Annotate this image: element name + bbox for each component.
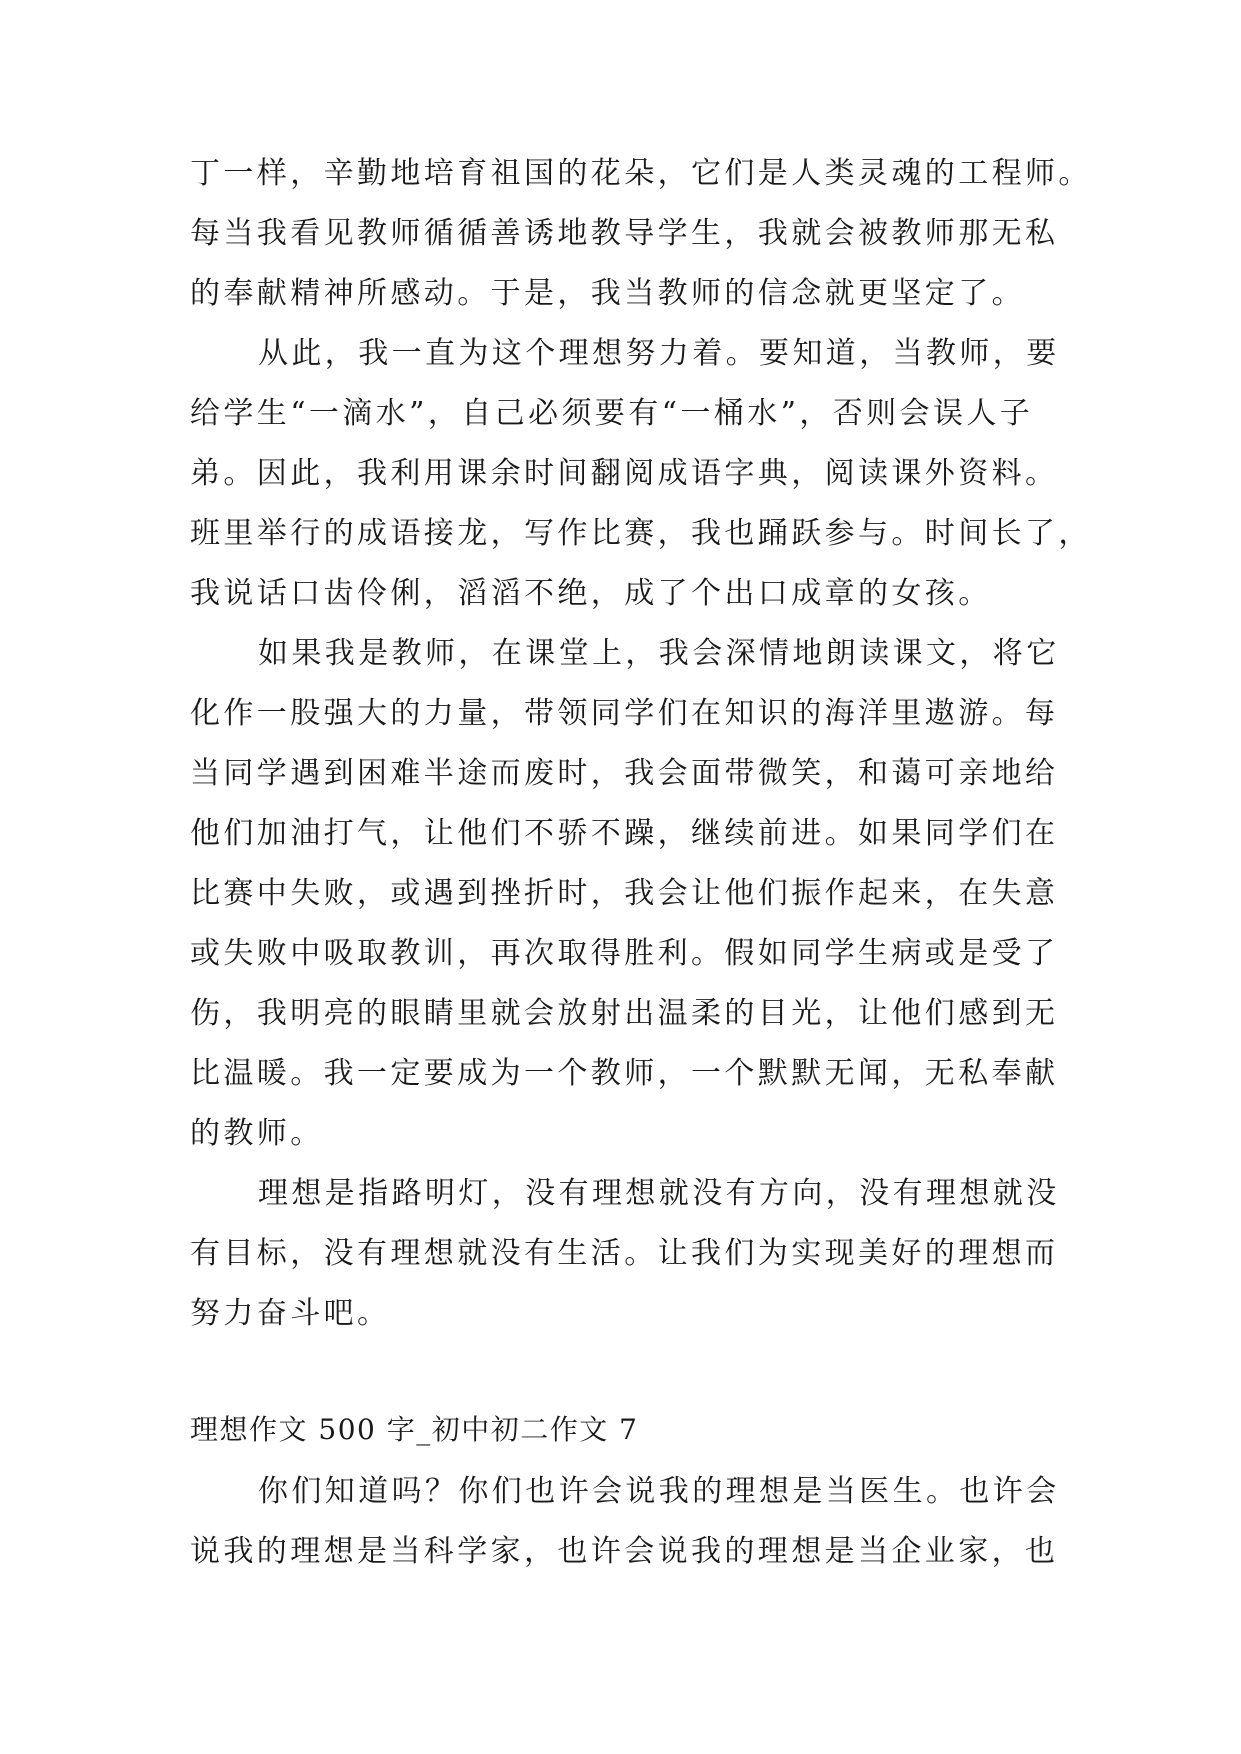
- paragraph-line: 理想是指路明灯，没有理想就没有方向，没有理想就没: [258, 1176, 1060, 1211]
- paragraph-line: 努力奋斗吧。: [190, 1296, 391, 1331]
- paragraph-line: 比赛中失败，或遇到挫折时，我会让他们振作起来，在失意: [190, 876, 1059, 911]
- paragraph-line: 从此，我一直为这个理想努力着。要知道，当教师，要: [258, 336, 1060, 371]
- paragraph-line: 说我的理想是当科学家，也许会说我的理想是当企业家，也: [190, 1534, 1059, 1569]
- paragraph-line: 他们加油打气，让他们不骄不躁，继续前进。如果同学们在: [190, 816, 1059, 851]
- paragraph-line: 班里举行的成语接龙，写作比赛，我也踊跃参与。时间长了，: [190, 516, 1092, 551]
- paragraph-line: 有目标，没有理想就没有生活。让我们为实现美好的理想而: [190, 1236, 1059, 1271]
- paragraph-line: 当同学遇到困难半途而废时，我会面带微笑，和蔼可亲地给: [190, 756, 1059, 791]
- paragraph-line: 我说话口齿伶俐，滔滔不绝，成了个出口成章的女孩。: [190, 576, 992, 611]
- paragraph-line: 给学生“一滴水”，自己必须要有“一桶水”，否则会误人子: [190, 396, 1034, 431]
- paragraph-line: 的奉献精神所感动。于是，我当教师的信念就更坚定了。: [190, 276, 1025, 311]
- paragraph-line: 或失败中吸取教训，再次取得胜利。假如同学生病或是受了: [190, 936, 1059, 971]
- paragraph-line: 弟。因此，我利用课余时间翻阅成语字典，阅读课外资料。: [190, 456, 1059, 491]
- paragraph-line: 丁一样，辛勤地培育祖国的花朵，它们是人类灵魂的工程师。: [190, 156, 1092, 191]
- paragraph-line: 的教师。: [190, 1116, 324, 1151]
- paragraph-line: 伤，我明亮的眼睛里就会放射出温柔的目光，让他们感到无: [190, 996, 1059, 1031]
- section-heading: 理想作文 500 字_初中初二作文 7: [190, 1413, 639, 1446]
- paragraph-line: 化作一股强大的力量，带领同学们在知识的海洋里遨游。每: [190, 696, 1059, 731]
- paragraph-line: 你们知道吗？你们也许会说我的理想是当医生。也许会: [258, 1474, 1060, 1509]
- paragraph-line: 比温暖。我一定要成为一个教师，一个默默无闻，无私奉献: [190, 1056, 1059, 1091]
- paragraph-line: 每当我看见教师循循善诱地教导学生，我就会被教师那无私: [190, 216, 1059, 251]
- paragraph-line: 如果我是教师，在课堂上，我会深情地朗读课文，将它: [258, 636, 1060, 671]
